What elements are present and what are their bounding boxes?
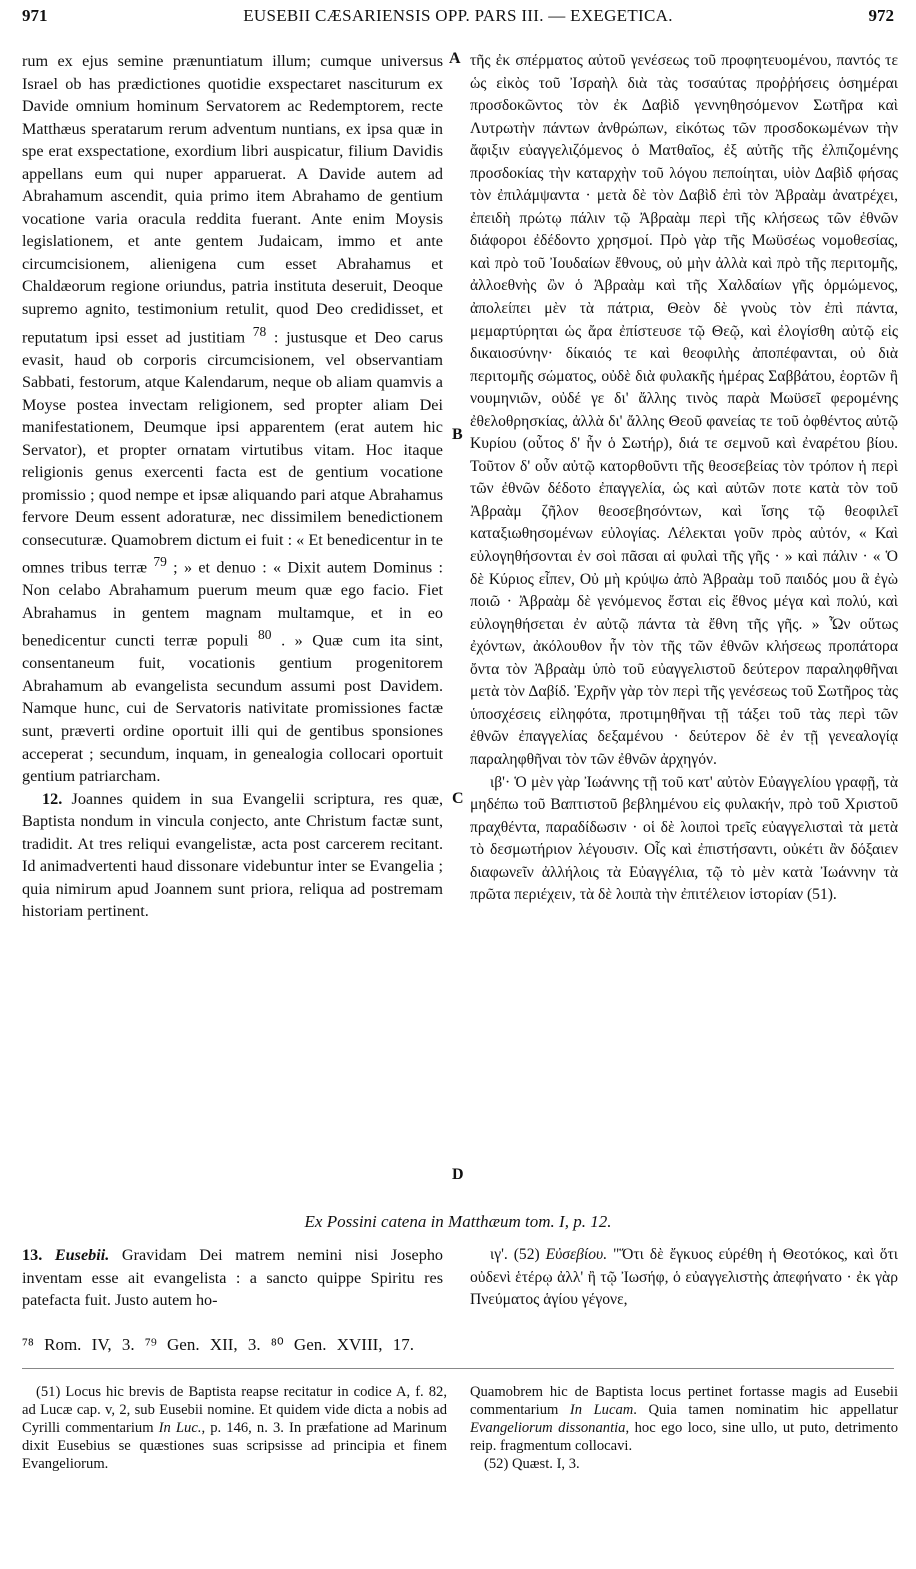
footnote-51 <box>22 1384 447 1474</box>
latin-column-second <box>22 1244 443 1316</box>
latin-paragraph-11 <box>22 50 443 788</box>
greek-paragraph-13 <box>470 1244 898 1312</box>
footnote-51-continued <box>470 1384 898 1456</box>
margin-marker-a: A <box>449 50 461 67</box>
section-number: 13. <box>22 1246 43 1264</box>
footnote-left <box>22 1384 447 1534</box>
footnote-ref: 80 <box>258 627 272 643</box>
work-title: In Luc. <box>158 1419 202 1436</box>
margin-marker-c: C <box>452 790 464 807</box>
footnote-ref: 79 <box>153 554 167 570</box>
greek-paragraph-11 <box>470 50 898 772</box>
author-name: Εὐσεβίου. <box>545 1246 608 1263</box>
footnote-divider <box>22 1368 894 1369</box>
greek-paragraph-12 <box>470 772 898 907</box>
footnote-text: Quamobrem hic de Baptista locus pertinet fortasse magis ad Eusebii commentarium <box>470 1384 898 1418</box>
author-name: Eusebii. <box>54 1246 110 1264</box>
footnote-right <box>470 1384 898 1534</box>
greek-column-second <box>470 1244 898 1316</box>
margin-marker-b: B <box>452 426 463 443</box>
running-title: EUSEBII CÆSARIENSIS OPP. PARS III. — EXEGETICA. <box>243 6 673 25</box>
greek-text: "Ὅτι δὲ ἔγκυος εὑρέθη ἡ Θεοτόκος, καὶ ὅτι οὐδενὶ ἑτέρῳ ἀλλ' ἢ τῷ Ἰωσήφ, ὁ εὐαγγελιστὴς ἀπεφήνατο · ἐκ γὰρ Πνεύματος ἁγίου γέγονε, <box>470 1246 898 1309</box>
latin-text: . » Quæ cum ita sint, consentaneum fuit, vocationis gentium progenitorem Abrahamum ab evangelista secundum assumi post Davidem. Namque hunc, cui de Servatoris nativitate promissiones factæ sunt, præverti ordine oportuit illi qui de gentibus sponsiones acceperat ; secundum, inquam, in genealogia collocari oportuit gentium patriarcham. <box>22 631 443 786</box>
section-number: ιγ'. (52) <box>490 1246 540 1263</box>
latin-paragraph-13 <box>22 1244 443 1312</box>
section-caption: Ex Possini catena in Matthæum tom. I, p. 12. <box>304 1212 612 1231</box>
footnote-text: . Quia tamen nominatim hic appellatur <box>633 1401 898 1418</box>
footnote-52: (52) Quæst. I, 3. <box>484 1455 580 1472</box>
latin-text: ; » et denuo : « Dixit autem Dominus : Non celabo Abrahamum puerum meum quæ ego facio. Fiet Abrahamus in gentem magnam multamque, et in eo benedicentur cuncti terræ populi <box>22 558 443 650</box>
greek-column <box>470 50 898 1200</box>
footnote-text: (51) Locus hic brevis de Baptista reapse recitatur in codice A, f. 82, ad Lucæ cap. v, 2, sub Eusebii nomine. Et quidem vide dicta a nobis ad Cyrilli commentarium <box>22 1384 447 1436</box>
footnote-text: , p. 146, n. 3. In præfatione ad Marinum dixit Eusebius se quæstiones suas scripsisse ad principia et finem Evangeliorum. <box>22 1419 447 1472</box>
section-number: 12. <box>42 789 63 808</box>
latin-paragraph-12 <box>22 788 443 923</box>
scripture-references: ⁷⁸ Rom. IV, 3. ⁷⁹ Gen. XII, 3. ⁸⁰ Gen. XVIII, 17. <box>22 1335 415 1354</box>
latin-text: Joannes quidem in sua Evangelii scriptura, res quæ, Baptista nondum in vincula conjecto, ante Christum factæ sunt, tradidit. At tres reliqui evangelistæ, acta post carcerem recitant. Id animadvertenti haud dissonare videbuntur inter se Evangelia ; quia nimirum apud Joannem sunt priora, reliqua ad postremam historiam pertinent. <box>22 789 443 921</box>
latin-text: rum ex ejus semine prænuntiatum illum; cumque universus Israel ob has prædictiones quotidie exspectaret nasciturum ex Davide omnium hominum Servatorem ac Redemptorem, recte Matthæus speratarum rerum adventum nuntians, ex ipsa quæ in spe erat exspectatione, exordium libri auspicatur, filium Davidis appellans eum qui nuper apparuerat. A Davide autem ad Abrahamum ascendit, quia primo item Abrahamo de gentium vocatione varia oracula reddita fuerant. Ante enim Moysis legislationem, et ante gentem Judaicam, immo et ante circumcisionem, alienigena cum esset Abrahamus et Chaldæorum regione oriundus, patria instituta deseruit, Deoque supremo agnito, testimonium retulit, quod Deo credidisset, et reputatum ipsi esset ad justitiam <box>22 52 443 346</box>
footnote-ref: 78 <box>252 323 267 339</box>
margin-marker-d: D <box>452 1166 464 1183</box>
latin-text: : justusque et Deo carus evasit, haud ob corporis circumcisionem, vel observantiam Sabbati, festorum, atque Kalendarum, neque ob aliam quamvis a Moyse postea invectam religionem, sed propter aliam Dei manifestationem, Deumque ipsi apparentem (erat autem hic Servator), et propter ornatam virtutibus vitam. Hoc itaque religionis genus exercenti facta est de gentium vocatione promissio ; quod nempe et ipsæ aliquando pari atque Abrahamus fervore Deum essent adoraturæ, nec dissimilem benedictionem consecuturæ. Quamobrem dictum ei fuit : « Et benedicentur in te omnes tribus terræ <box>22 327 443 577</box>
footnote-text: , hoc ego loco, sine ullo, ut puto, detrimento reip. fragmentum collocavi. <box>470 1419 898 1454</box>
greek-text: τῆς ἐκ σπέρματος αὐτοῦ γενέσεως τοῦ προφητευομένου, παντός τε ὡς εἰκὸς τοῦ Ἰσραὴλ διὰ τὰς τοσαύτας προῤῥήσεις ὁσημέραι προσδοκῶντος τὸν ἐκ Δαβὶδ γεννηθησόμενον Σωτῆρα καὶ Λυτρωτὴν πάντων ἀνθρώπων, εἰκότως τῶν προσδοκωμένων τὴν ἄφιξιν εὐαγγελιζόμενος ὁ Ματθαῖος, ἐξ αὐτῆς τῆς ἐλπιζομένης προσδοκίας τὴν καταρχὴν τοῦ λόγου πεποίηται, υἱὸν Δαβὶδ φήσας τὸν ἐπιλάμψαντα · μετὰ δὲ τὸν Δαβὶδ ἐπὶ τὸν Ἀβραὰμ ἀνατρέχει, ἐπειδὴ πρώτῳ πάλιν τῷ Ἀβραὰμ περὶ τῆς κλήσεως τῶν ἐθνῶν διάφοροι ἐδέδοντο χρησμοί. Πρὸ γὰρ τῆς Μωϋσέως νομοθεσίας, καὶ πρὸ τοῦ Ἰουδαίων ἔθνους, οὐ μὴν ἀλλὰ καὶ πρὸ τῆς περιτομῆς, ἀλλοεθνὴς ὢν ὁ Ἀβραὰμ καὶ τῆς Χαλδαίων γῆς ὁρμώμενος, ἀπολείπει μὲν τὰ πάτρια, Θεὸν δὲ γνοὺς τὸν ἐπὶ πάντα, μεμαρτύρηται ὡς ἄρα ἐπίστευσε τῷ Θεῷ, καὶ ἐλογίσθη αὐτῷ εἰς δικαιοσύνην· δίκαιός τε καὶ θεοφιλὴς ἀποπέφανται, οὐ διὰ περιτομῆς σώματος, οὐδὲ διὰ φυλακῆς ἡμέρας Σαββάτου, ἑορτῶν ἢ νουμηνιῶν, οὐδέ γε δι' ἄλλης τινὸς παρὰ Μωϋσεῖ φερομένης ἐθελοθρησκίας, ἀλλὰ δι' ἄλλης Θεοῦ φανείας τε τοῦ ὀφθέντος αὐτῷ Κυρίου (οὗτος δ' ἦν ὁ Σωτήρ), διά τε σεμνοῦ καὶ ἐναρέτου βίου. Τοῦτον δ' οὖν αὐτῷ κατορθοῦντι τῆς θεοσεβείας τὸν τρόπον ἡ περὶ τῶν ἐθνῶν δέδοτο ἐπαγγελία, ὡς καὶ αὐτῶν ποτε κατὰ τὸν τοῦ Ἀβραὰμ ζῆλον θεοσεβησόντων, καὶ ἴσης τῷ θεοφιλεῖ καταξιωθησομένων εὐλογίας. Λέλεκται γοῦν πρὸς αὐτόν, « Καὶ εὐλογηθήσονται ἐν σοὶ πᾶσαι αἱ φυλαὶ τῆς γῆς · » καὶ πάλιν · « Ὁ δὲ Κύριος εἶπεν, Οὐ μὴ κρύψω ἀπὸ Ἀβραὰμ τοῦ παιδός μου ἃ ἐγὼ ποιῶ · Ἀβραὰμ δὲ γενόμενος ἔσται εἰς ἔθνος μέγα καὶ πολύ, καὶ εὐλογηθήσεται ἐν αὐτῷ πάντα τὰ ἔθνη τῆς γῆς. » Ὧν οὕτως ἐχόντων, ἀκόλουθον ἦν τὸν τῆς τῶν ἐθνῶν κλήσεως προπάτορα ὄντα τὸν Ἀβραὰμ ὑπὸ τοῦ εὐαγγελιστοῦ δεύτερον παραληφθῆναι μετὰ τὸν Δαβίδ. Ἐχρῆν γὰρ τὸν περὶ τῆς γενέσεως τοῦ Σωτῆρος τὰς ὑποσχέσεις εἰληφότα, προτιμηθῆναι τῇ τάξει τοῦ τὰς περὶ τῶν ἐθνῶν ἐπαγγελίας δεξαμένου · δεύτερον δὲ ἐν τῇ γενεαλογίᾳ παραληφθῆναι τὸν τῶν ἐθνῶν ἀρχηγόν. <box>470 52 898 768</box>
page-number-left: 971 <box>22 6 48 25</box>
page-number-right: 972 <box>868 6 894 25</box>
work-title: In Lucam <box>569 1401 634 1418</box>
running-header <box>22 6 894 32</box>
work-title: Evangeliorum dissonantia <box>470 1419 626 1436</box>
latin-column <box>22 50 443 1178</box>
latin-text: Gravidam Dei matrem nemini nisi Josepho inventam esse ait evangelista : a sancto quippe Spiritu res patefacta fuit. Justo autem ho- <box>22 1246 443 1310</box>
greek-text: ιβ'· Ὁ μὲν γὰρ Ἰωάννης τῇ τοῦ κατ' αὐτὸν Εὐαγγελίου γραφῇ, τὰ μηδέπω τοῦ Βαπτιστοῦ βεβλημένου εἰς φυλακήν, πρὸ τοῦ Χριστοῦ πραχθέντα, παραδίδωσιν · οἱ δὲ λοιποὶ τρεῖς εὐαγγελισταὶ τὰ μετὰ τὸ δεσμωτήριον λέγουσιν. Οἷς καὶ ἐπιστήσαντι, οὐκέτι ἂν δόξαιεν διαφωνεῖν ἀλλήλοις τὰ Εὐαγγέλια, τῷ τὸ μὲν κατὰ Ἰωάννην τὰ πρῶτα περιέχειν, τὰ δὲ λοιπὰ τὴν ἐπιτέλειον ἱστορίαν (51). <box>470 773 898 904</box>
